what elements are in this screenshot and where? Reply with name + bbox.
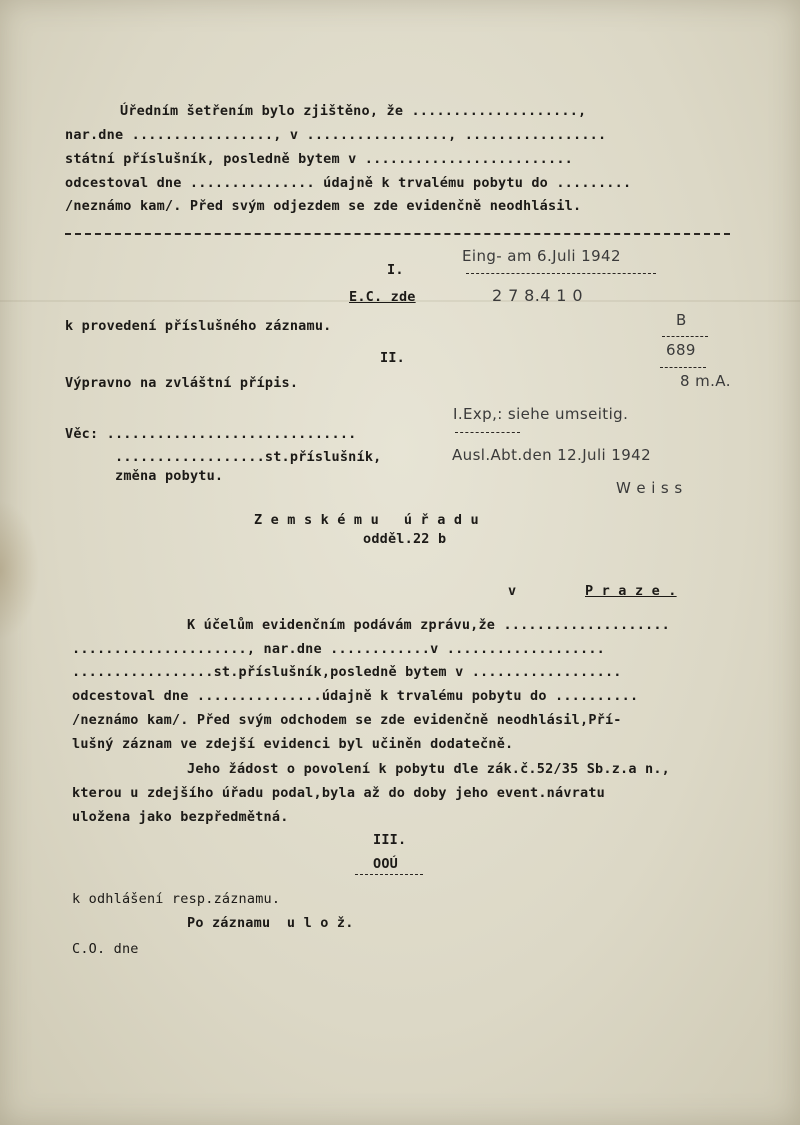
received-stamp: Eing- am 6.Juli 1942 <box>462 247 621 265</box>
section-three-numeral: III. <box>373 832 407 848</box>
body-line-6: lušný záznam ve zdejší evidenci byl učiněn dodatečně. <box>72 736 514 752</box>
top-line-2: nar.dne ................., v ................., ................. <box>65 127 607 143</box>
deregistration-line: k odhlášení resp.záznamu. <box>72 891 281 907</box>
addressee-line-1: Z e m s k é m u ú ř a d u <box>254 512 479 528</box>
body-line-1: K účelům evidenčním podávám zprávu,že .................... <box>187 617 671 633</box>
exp-stamp: I.Exp,: siehe umseitig. <box>453 405 629 423</box>
body-line-2: ....................., nar.dne ............v ................... <box>72 641 605 657</box>
addressee-line-2: odděl.22 b <box>363 531 447 547</box>
location-city: P r a z e . <box>585 583 677 599</box>
ausl-stamp: Ausl.Abt.den 12.Juli 1942 <box>452 446 652 464</box>
body-line-5: /neznámo kam/. Před svým odchodem se zde evidenčně neodhlásil,Pří- <box>72 712 622 728</box>
top-line-5: /neznámo kam/. Před svým odjezdem se zde evidenčně neodhlásil. <box>65 198 582 214</box>
filing-line: Po záznamu u l o ž. <box>187 915 354 931</box>
body2-line-2: kterou u zdejšího úřadu podal,byla až do doby jeho event.návratu <box>72 785 605 801</box>
stamp-b-underline <box>662 336 708 337</box>
exp-underline <box>455 432 520 433</box>
vypravno-line: Výpravno na zvláštní přípis. <box>65 375 299 391</box>
stamp-689: 689 <box>666 341 696 359</box>
body2-line-3: uložena jako bezpředmětná. <box>72 809 289 825</box>
paper-stain <box>0 500 40 640</box>
section-three-underline <box>355 874 423 875</box>
section-two-numeral: II. <box>380 350 405 366</box>
top-line-3: státní příslušník, posledně bytem v ......................... <box>65 151 573 167</box>
stamp-underline <box>466 273 656 274</box>
section-one-instruction: k provedení příslušného záznamu. <box>65 318 332 334</box>
top-line-1: Úředním šetřením bylo zjištěno, že ...................., <box>120 103 587 119</box>
vec-line: Věc: .............................. <box>65 426 357 442</box>
location-v: v <box>508 583 517 599</box>
subject-line-1: ..................st.příslušník, <box>115 449 382 465</box>
stamp-689-underline <box>660 367 706 368</box>
stamp-letter-b: B <box>676 311 687 329</box>
body-line-4: odcestoval dne ...............údajně k trvalému pobytu do .......... <box>72 688 639 704</box>
co-date-line: C.O. dne <box>72 941 139 957</box>
separator-line <box>65 233 730 235</box>
subject-line-2: změna pobytu. <box>115 468 224 484</box>
weiss-stamp: W e i s s <box>616 479 683 497</box>
section-one-numeral: I. <box>387 262 404 278</box>
stamp-8ma: 8 m.A. <box>680 372 731 390</box>
top-line-4: odcestoval dne ............... údajně k trvalému pobytu do ......... <box>65 175 632 191</box>
body2-line-1: Jeho žádost o povolení k pobytu dle zák.č.52/35 Sb.z.a n., <box>187 761 671 777</box>
section-three-label: OOÚ <box>373 856 398 872</box>
body-line-3: .................st.příslušník,posledně bytem v .................. <box>72 664 622 680</box>
registry-number-stamp: 2 7 8.4 1 0 <box>492 286 583 305</box>
ec-label: E.C. zde <box>349 289 416 305</box>
